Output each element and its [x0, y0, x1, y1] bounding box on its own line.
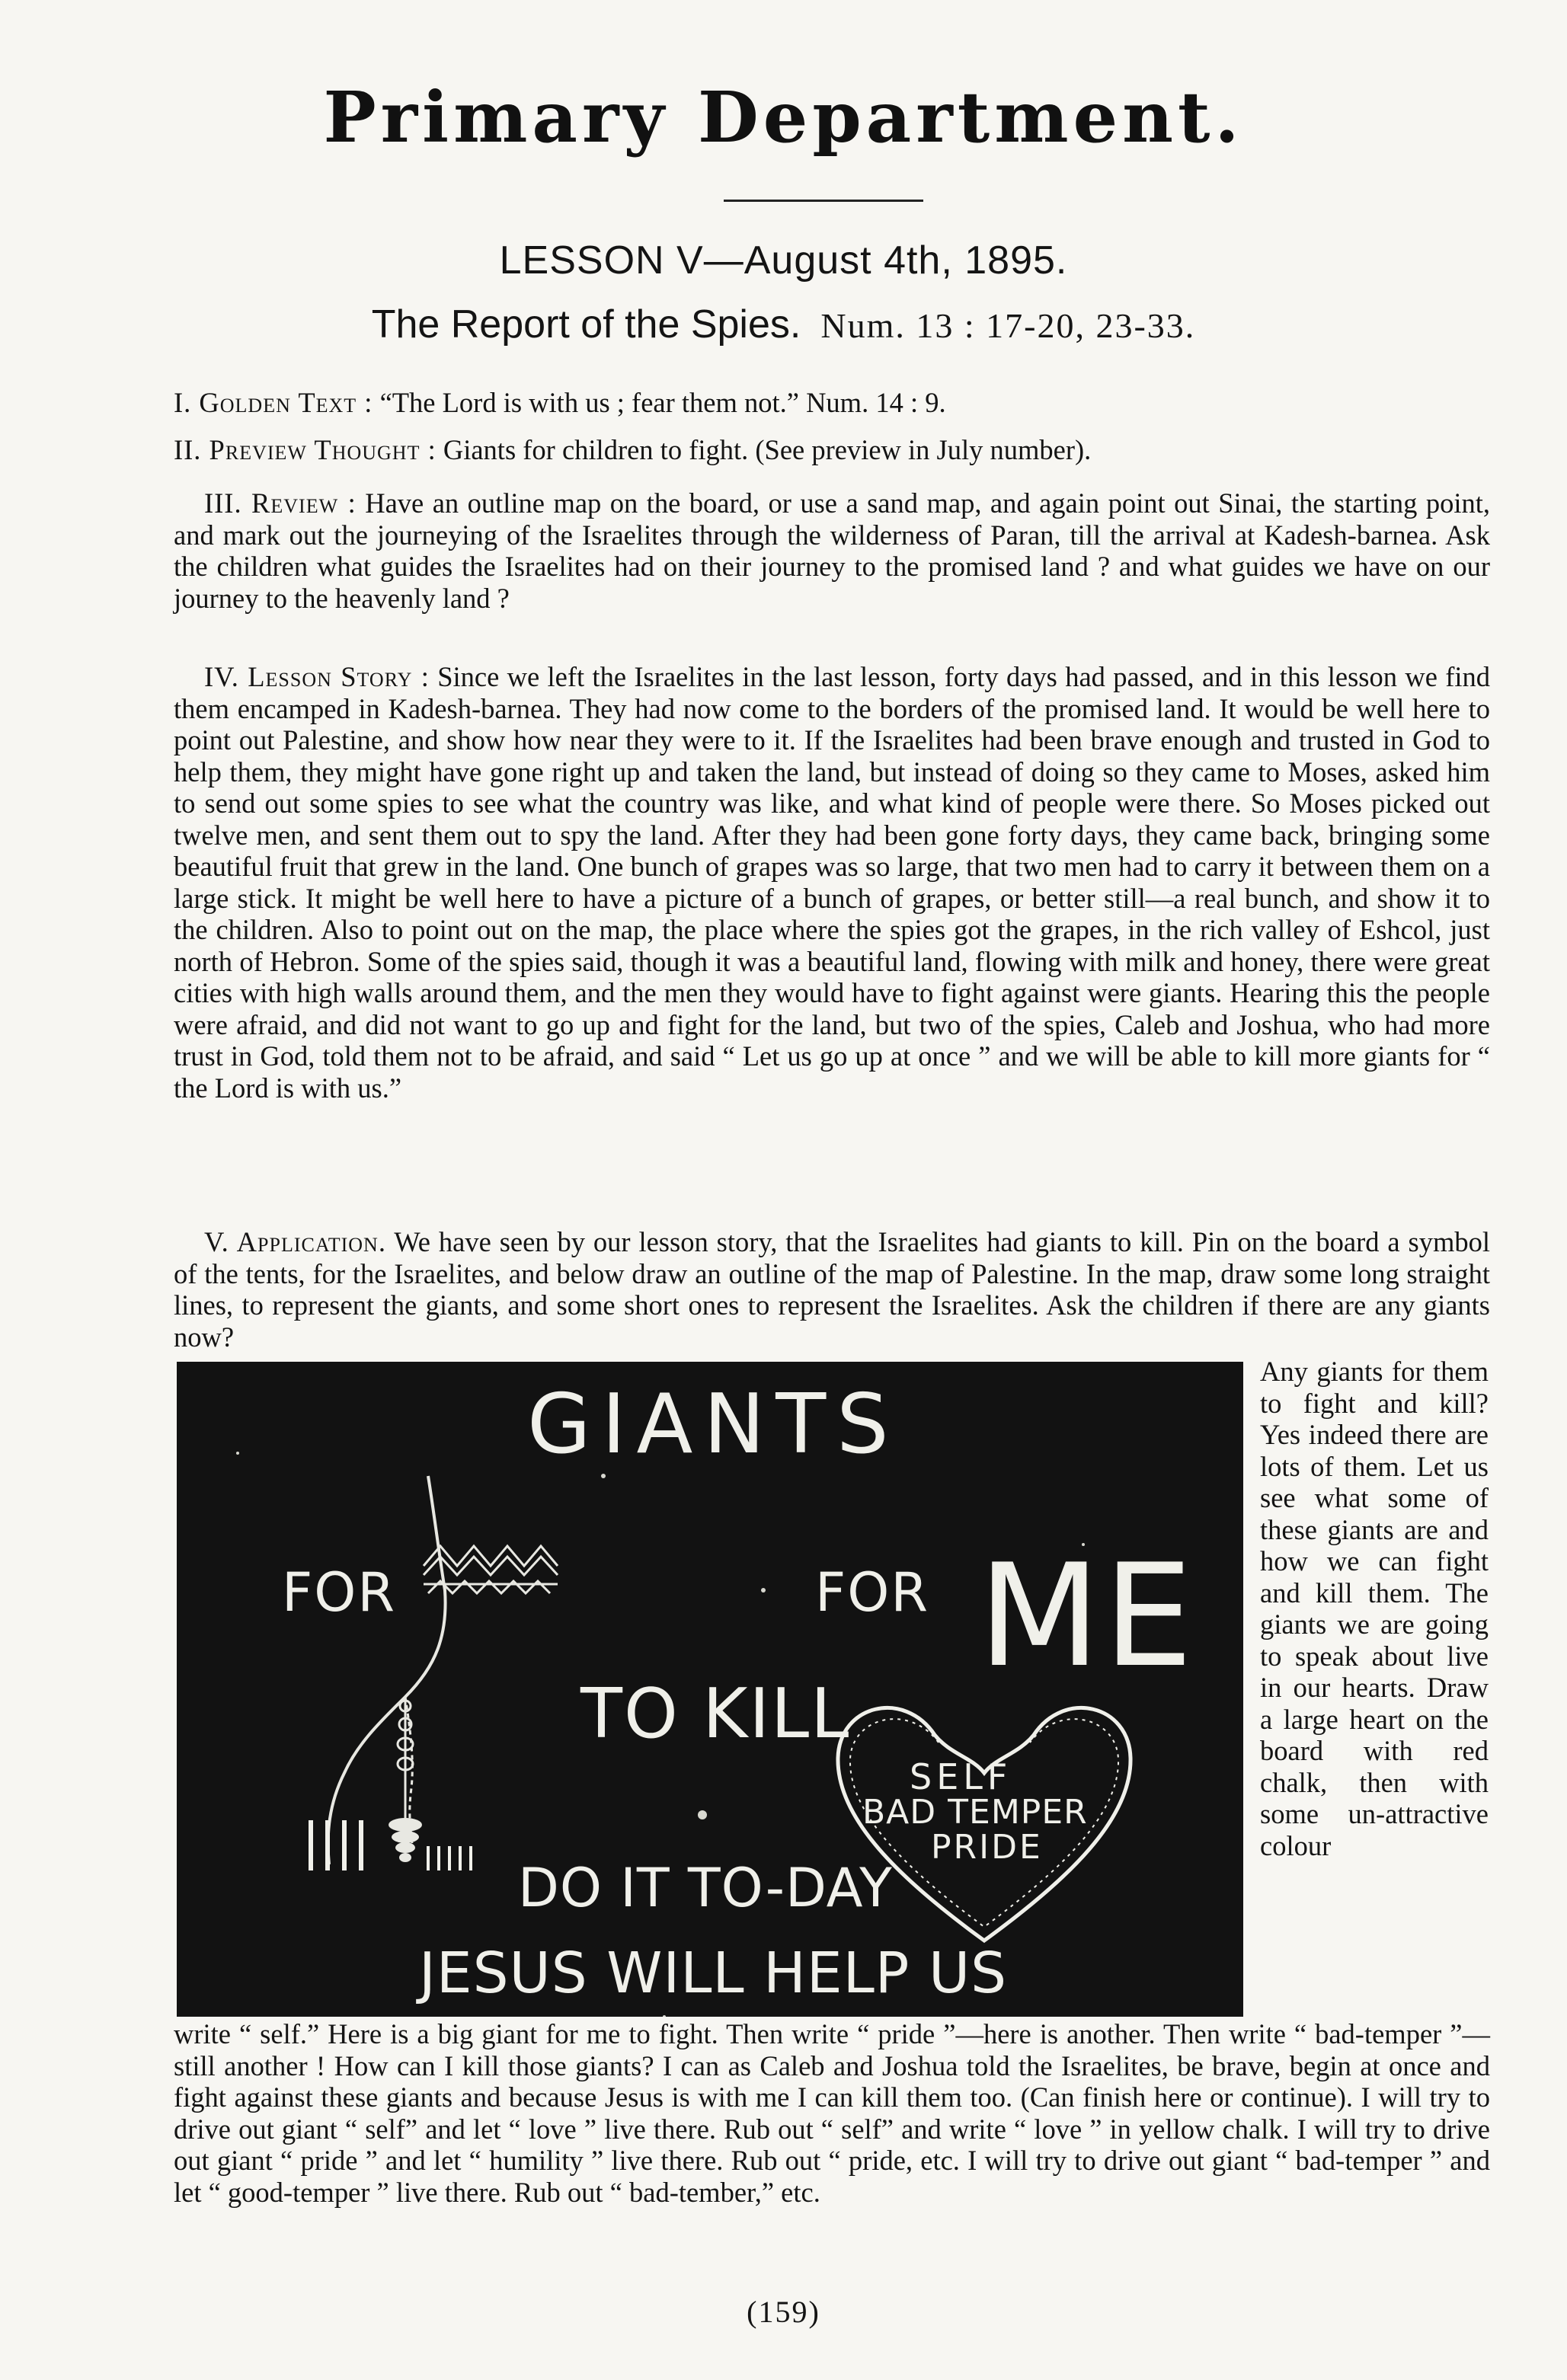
lesson-subtitle: The Report of the Spies.: [371, 302, 801, 347]
lesson-story-paragraph: [174, 661, 1490, 1104]
lesson-story-label: IV. Lesson Story :: [204, 661, 430, 692]
lesson-story-body: Since we left the Israelites in the last lesson, forty days had passed, and in this lesson we find them encamped in Kadesh-barnea. They had now come to the borders of the promised land. It would be well here to point out Palestine, and show how near they were to it. If the Israelites had been brave enough and trusted in God to help them, they might have gone right up and taken the land, but instead of doing so they came to Moses, asked him to send out some spies to see what the country was like, and what kind of people were there. So Moses picked out twelve men, and sent them out to spy the land. After they had been gone forty days, they came back, bringing some beautiful fruit that grew in the land. One bunch of grapes was so large, that two men had to carry it between them on a large stick. It might be well here to have a picture of a bunch of grapes, or better still—a real bunch, and show it to the children. Also to point out on the map, the place where the spies got the grapes, in the rich valley of Eshcol, just north of Hebron. Some of the spies said, though it was a beautiful land, flowing with milk and honey, there were great cities with high walls around them, and the men they would have to fight against were giants. Hearing this the people were afraid, and did not want to go up and fight for the land, but two of the spies, Caleb and Joshua, who had more trust in God, told them not to be afraid, and said “ Let us go up at once ” and we will be able to kill more giants for “ the Lord is with us.”: [174, 661, 1491, 1104]
heart-word-self: SELF: [910, 1756, 1012, 1797]
israelites-short-lines: [428, 1846, 471, 1870]
preview-label: II. Preview Thought :: [174, 434, 437, 465]
blackboard-illustration: [177, 1362, 1243, 2017]
application-label: V. Application.: [204, 1226, 386, 1257]
heart-word-pride: PRIDE: [931, 1828, 1043, 1867]
heart-word-bad-temper: BAD TEMPER: [862, 1793, 1088, 1832]
preview-paragraph: [174, 434, 1490, 466]
page-number: (159): [747, 2295, 820, 2329]
scripture-reference: Num. 13 : 17-20, 23-33.: [820, 306, 1196, 345]
board-for-left: FOR: [282, 1561, 396, 1624]
title-divider: [724, 200, 923, 202]
application-paragraph: [174, 1226, 1490, 1353]
golden-text-label: I. Golden Text :: [174, 387, 373, 418]
giants-long-lines: [311, 1820, 361, 1870]
board-to-kill: TO KILL: [580, 1674, 851, 1754]
lesson-title: LESSON V—August 4th, 1895.: [499, 238, 1068, 283]
board-do-it-today: DO IT TO-DAY: [518, 1857, 893, 1919]
lesson-subtitle-line: [0, 302, 1567, 347]
golden-text-body: “The Lord is with us ; fear them not.” Num. 14 : 9.: [379, 387, 946, 418]
side-column-text: Any giants for them to fight and kill? Yes indeed there are lots of them. Let us see what some of these giants are and how we can fight and kill them. The giants we are going to speak about live in our hearts. Draw a large heart on the board with red chalk, then with some un-attractive colour: [1260, 1356, 1489, 1861]
review-paragraph: [174, 487, 1490, 614]
board-title-giants: GIANTS: [527, 1377, 900, 1472]
board-for-right: FOR: [815, 1561, 929, 1624]
golden-text-paragraph: [174, 387, 1490, 419]
department-heading: Primary Department.: [323, 76, 1244, 158]
board-me: ME: [978, 1533, 1197, 1698]
review-body: Have an outline map on the board, or use a sand map, and again point out Sinai, the starting point, and mark out the journeying of the Israelites through the wilderness of Paran, till the arrival at Kadesh-barnea. Ask the children what guides the Israelites had on their journey to the promised land ? and what guides we have on our journey to the heavenly land ?: [174, 487, 1490, 614]
palestine-map-outline: [328, 1476, 446, 1864]
board-jesus-will-help-us: JESUS WILL HELP US: [419, 1941, 1008, 2006]
preview-body: Giants for children to fight. (See preview in July number).: [443, 434, 1092, 465]
application-body: We have seen by our lesson story, that the Israelites had giants to kill. Pin on the board a symbol of the tents, for the Israelites, and below draw an outline of the map of Palestine. In the map, draw some long straight lines, to represent the giants, and some short ones to represent the Israelites. Ask the children if there are any giants now?: [174, 1226, 1491, 1353]
review-label: III. Review :: [204, 487, 357, 519]
continuation-paragraph: write “ self.” Here is a big giant for me to fight. Then write “ pride ”—here is another. Then write “ bad-temper ”—still another ! How can I kill those giants? I can as Caleb and Joshua told the Israelites, be brave, begin at once and fight against these giants and because Jesus is with me I can kill them too. (Can finish here or continue). I will try to drive out giant “ self” and let “ love ” live there. Rub out “ self” and write “ love ” in yellow chalk. I will try to drive out giant “ pride ” and let “ humility ” live there. Rub out “ pride, etc. I will try to drive out giant “ bad-temper ” and let “ good-temper ” live there. Rub out “ bad-tember,” etc.: [174, 2018, 1490, 2208]
grape-cluster: [389, 1818, 422, 1862]
